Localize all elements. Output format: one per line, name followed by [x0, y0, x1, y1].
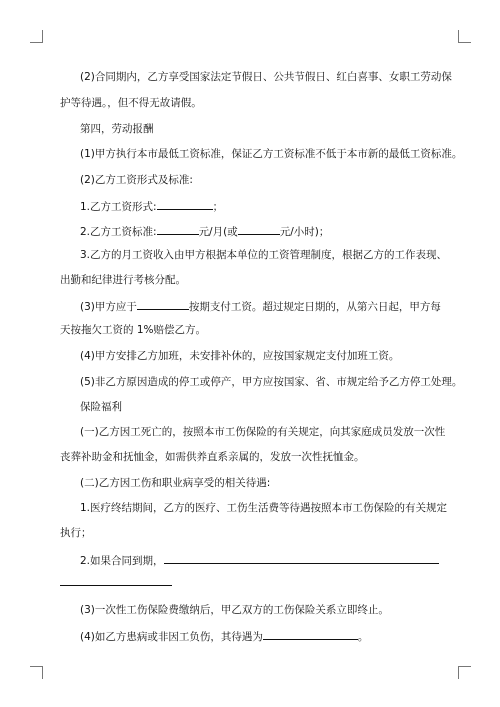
fill-blank[interactable] — [238, 223, 280, 235]
paragraph-line: 1.医疗终结期间，乙方的医疗、工伤生活费等待遇按照本市工伤保险的有关规定 — [80, 502, 448, 514]
fill-blank[interactable] — [263, 628, 358, 640]
unit-text: 元/月(或 — [198, 226, 238, 238]
fill-blank[interactable] — [137, 298, 189, 310]
wage-standard-label: 2.乙方工资标准: — [80, 226, 157, 238]
paragraph-line: 丧葬补助金和抚恤金，如需供养直系亲属的，发放一次性抚恤金。 — [60, 451, 365, 463]
paragraph-line: (一)乙方因工死亡的，按照本市工伤保险的有关规定，向其家庭成员发放一次性 — [80, 426, 446, 438]
section-heading: 保险福利 — [80, 401, 122, 413]
payment-label: (3)甲方应于 — [80, 301, 137, 313]
payment-date-line — [80, 298, 441, 314]
paragraph-line: (3)一次性工伤保险费缴纳后，甲乙双方的工伤保险关系立即终止。 — [80, 604, 389, 616]
crop-mark-top-left — [30, 30, 43, 43]
paragraph-line: 护等待遇。，但不得无故请假。 — [60, 97, 202, 109]
punctuation: ； — [212, 201, 224, 213]
fill-blank[interactable] — [157, 223, 199, 235]
paragraph-line: (二)乙方因工伤和职业病享受的相关待遇: — [80, 477, 271, 489]
punctuation: 。 — [357, 631, 369, 643]
paragraph-line: (5)非乙方原因造成的停工或停产，甲方应按国家、省、市规定给予乙方停工处理。 — [80, 376, 463, 388]
crop-mark-bottom-right — [458, 666, 471, 679]
wage-form-line — [80, 198, 223, 214]
wage-standard-line — [80, 223, 329, 239]
contract-expiry-line — [80, 552, 439, 568]
paragraph-line: (4)甲方安排乙方加班，未安排补休的，应按国家规定支付加班工资。 — [80, 350, 400, 362]
paragraph-line: (2)乙方工资形式及标准: — [80, 174, 193, 186]
payment-text: 按期支付工资。超过规定日期的，从第六日起，甲方每 — [188, 301, 441, 313]
paragraph-line: (2)合同期内，乙方享受国家法定节假日、公共节假日、红白喜事、女职工劳动保 — [80, 71, 452, 83]
wage-form-label: 1.乙方工资形式: — [80, 201, 157, 213]
paragraph-line: 天按拖欠工资的 1%赔偿乙方。 — [60, 324, 206, 336]
illness-benefit-label: (4)如乙方患病或非因工负伤，其待遇为 — [80, 631, 263, 643]
fill-blank-continuation[interactable] — [60, 585, 172, 586]
crop-mark-top-right — [458, 30, 471, 43]
paragraph-line: 执行； — [60, 527, 92, 539]
paragraph-line: 3.乙方的月工资收入由甲方根据本单位的工资管理制度，根据乙方的工作表现、 — [80, 249, 448, 261]
section-heading: 第四，劳动报酬 — [80, 123, 154, 135]
fill-blank[interactable] — [164, 552, 439, 564]
paragraph-line: 出勤和纪律进行考核分配。 — [60, 274, 186, 286]
contract-expiry-label: 2.如果合同到期， — [80, 555, 164, 567]
illness-benefit-line — [80, 628, 368, 644]
crop-mark-bottom-left — [30, 666, 43, 679]
paragraph-line: (1)甲方执行本市最低工资标准，保证乙方工资标准不低于本市新的最低工资标准。 — [80, 148, 463, 160]
unit-text: 元/小时)； — [279, 226, 330, 238]
fill-blank[interactable] — [157, 198, 213, 210]
